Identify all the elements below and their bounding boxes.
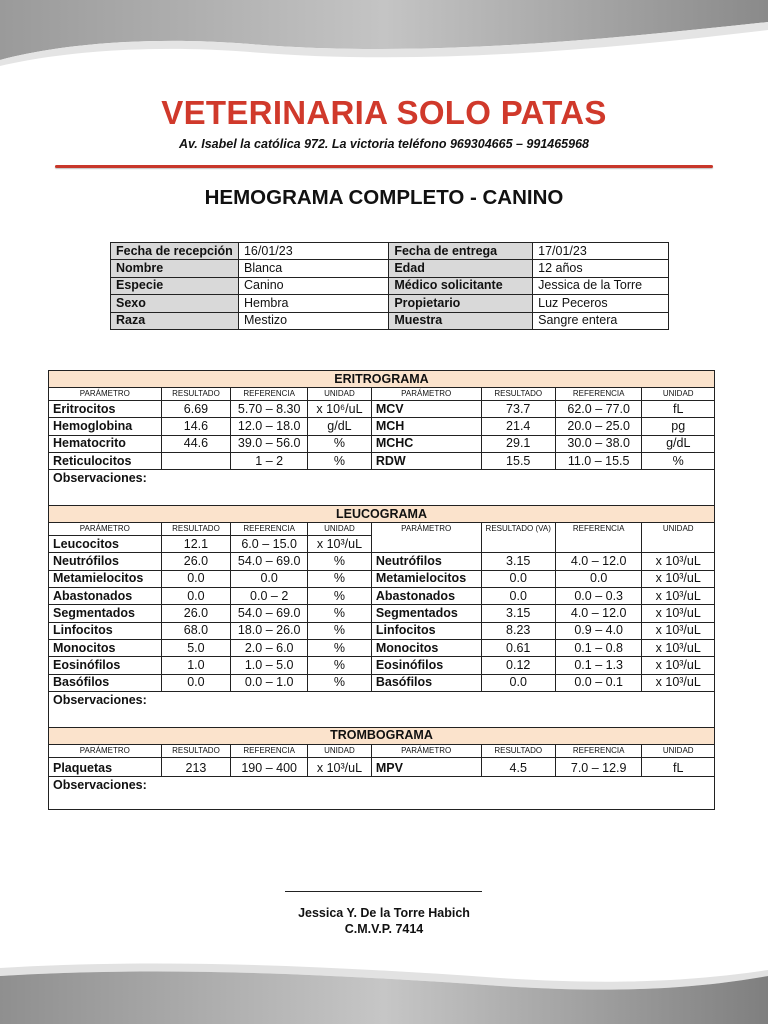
result-value: 1.0 bbox=[161, 657, 231, 674]
section-eritrograma bbox=[49, 371, 715, 388]
parameter-name: Segmentados bbox=[371, 605, 481, 622]
column-header: REFERENCIA bbox=[231, 523, 308, 536]
signer-name: Jessica Y. De la Torre Habich bbox=[298, 906, 470, 920]
result-value: 0.61 bbox=[481, 639, 555, 656]
footer-wave-decoration bbox=[0, 954, 768, 1024]
result-row bbox=[49, 401, 715, 418]
section-trombograma bbox=[49, 727, 715, 744]
info-value: Jessica de la Torre bbox=[533, 277, 669, 294]
info-row bbox=[111, 295, 669, 312]
parameter-name: Abastonados bbox=[371, 588, 481, 605]
result-value: 4.5 bbox=[481, 757, 555, 776]
unit: % bbox=[308, 553, 372, 570]
reference-range: 4.0 – 12.0 bbox=[555, 605, 642, 622]
observations-row bbox=[49, 470, 715, 506]
reference-range: 18.0 – 26.0 bbox=[231, 622, 308, 639]
section-title: TROMBOGRAMA bbox=[49, 727, 715, 744]
info-row bbox=[111, 312, 669, 329]
result-value: 3.15 bbox=[481, 553, 555, 570]
unit: g/dL bbox=[308, 418, 372, 435]
parameter-name: Eosinófilos bbox=[371, 657, 481, 674]
result-row bbox=[49, 674, 715, 691]
info-label: Sexo bbox=[111, 295, 239, 312]
unit: % bbox=[308, 639, 372, 656]
info-value: Blanca bbox=[238, 260, 388, 277]
unit: pg bbox=[642, 418, 715, 435]
unit: x 10³/uL bbox=[642, 605, 715, 622]
parameter-name: Monocitos bbox=[49, 639, 162, 656]
parameter-name: Plaquetas bbox=[49, 757, 162, 776]
result-value: 0.0 bbox=[481, 588, 555, 605]
parameter-name: Metamielocitos bbox=[49, 570, 162, 587]
parameter-name: Eritrocitos bbox=[49, 401, 162, 418]
unit: x 10³/uL bbox=[642, 588, 715, 605]
column-header: RESULTADO bbox=[161, 744, 231, 757]
info-label: Edad bbox=[389, 260, 533, 277]
column-header: UNIDAD bbox=[642, 744, 715, 757]
result-value: 3.15 bbox=[481, 605, 555, 622]
result-value: 0.12 bbox=[481, 657, 555, 674]
result-value bbox=[161, 452, 231, 469]
unit: % bbox=[308, 622, 372, 639]
info-value: Sangre entera bbox=[533, 312, 669, 329]
reference-range: 4.0 – 12.0 bbox=[555, 553, 642, 570]
parameter-name: Monocitos bbox=[371, 639, 481, 656]
result-value: 0.0 bbox=[481, 674, 555, 691]
parameter-name: Reticulocitos bbox=[49, 452, 162, 469]
result-row bbox=[49, 452, 715, 469]
patient-info-table bbox=[110, 242, 669, 330]
column-header: PARÁMETRO bbox=[371, 388, 481, 401]
result-value: 73.7 bbox=[481, 401, 555, 418]
result-value: 29.1 bbox=[481, 435, 555, 452]
unit: x 10³/uL bbox=[642, 639, 715, 656]
column-header: REFERENCIA bbox=[231, 388, 308, 401]
column-header: PARÁMETRO bbox=[49, 523, 162, 536]
result-value: 0.0 bbox=[161, 674, 231, 691]
parameter-name: Eosinófilos bbox=[49, 657, 162, 674]
parameter-name: Metamielocitos bbox=[371, 570, 481, 587]
result-row bbox=[49, 639, 715, 656]
reference-range: 30.0 – 38.0 bbox=[555, 435, 642, 452]
result-value: 26.0 bbox=[161, 553, 231, 570]
column-header: PARÁMETRO bbox=[371, 523, 481, 553]
info-label: Fecha de recepción bbox=[111, 243, 239, 260]
header-divider bbox=[55, 165, 713, 168]
document-title: HEMOGRAMA COMPLETO - CANINO bbox=[204, 186, 564, 209]
info-label: Muestra bbox=[389, 312, 533, 329]
info-value: Canino bbox=[238, 277, 388, 294]
reference-range: 1.0 – 5.0 bbox=[231, 657, 308, 674]
column-header: PARÁMETRO bbox=[49, 744, 162, 757]
result-value: 12.1 bbox=[161, 536, 231, 553]
unit: x 10³/uL bbox=[308, 536, 372, 553]
parameter-name: Basófilos bbox=[371, 674, 481, 691]
result-value: 0.0 bbox=[161, 570, 231, 587]
observations-row bbox=[49, 776, 715, 809]
parameter-name: Linfocitos bbox=[371, 622, 481, 639]
reference-range: 0.0 – 0.1 bbox=[555, 674, 642, 691]
info-row bbox=[111, 243, 669, 260]
result-row bbox=[49, 757, 715, 776]
section-title: LEUCOGRAMA bbox=[49, 506, 715, 523]
column-header: UNIDAD bbox=[642, 523, 715, 553]
reference-range: 2.0 – 6.0 bbox=[231, 639, 308, 656]
result-value: 8.23 bbox=[481, 622, 555, 639]
reference-range: 11.0 – 15.5 bbox=[555, 452, 642, 469]
parameter-name: Hemoglobina bbox=[49, 418, 162, 435]
column-header: UNIDAD bbox=[308, 523, 372, 536]
reference-range: 54.0 – 69.0 bbox=[231, 553, 308, 570]
result-value: 68.0 bbox=[161, 622, 231, 639]
reference-range: 7.0 – 12.9 bbox=[555, 757, 642, 776]
parameter-name: RDW bbox=[371, 452, 481, 469]
parameter-name: Linfocitos bbox=[49, 622, 162, 639]
section-title: ERITROGRAMA bbox=[49, 371, 715, 388]
info-label: Especie bbox=[111, 277, 239, 294]
info-label: Médico solicitante bbox=[389, 277, 533, 294]
unit: fL bbox=[642, 401, 715, 418]
parameter-name: MCH bbox=[371, 418, 481, 435]
unit: % bbox=[308, 674, 372, 691]
info-row bbox=[111, 277, 669, 294]
column-header: RESULTADO bbox=[161, 523, 231, 536]
column-header-row bbox=[49, 523, 715, 536]
reference-range: 54.0 – 69.0 bbox=[231, 605, 308, 622]
reference-range: 0.0 – 1.0 bbox=[231, 674, 308, 691]
unit: x 10³/uL bbox=[642, 553, 715, 570]
result-value: 0.0 bbox=[161, 588, 231, 605]
header-wave-decoration bbox=[0, 0, 768, 70]
observations-label: Observaciones: bbox=[49, 691, 715, 727]
reference-range: 1 – 2 bbox=[231, 452, 308, 469]
unit: % bbox=[308, 435, 372, 452]
result-row bbox=[49, 605, 715, 622]
column-header-row bbox=[49, 388, 715, 401]
reference-range: 39.0 – 56.0 bbox=[231, 435, 308, 452]
unit: % bbox=[308, 588, 372, 605]
parameter-name: Neutrófilos bbox=[371, 553, 481, 570]
reference-range: 0.0 – 0.3 bbox=[555, 588, 642, 605]
reference-range: 0.0 bbox=[231, 570, 308, 587]
result-row bbox=[49, 622, 715, 639]
parameter-name: Abastonados bbox=[49, 588, 162, 605]
unit: % bbox=[308, 452, 372, 469]
column-header: RESULTADO bbox=[481, 744, 555, 757]
unit: g/dL bbox=[642, 435, 715, 452]
column-header: UNIDAD bbox=[308, 744, 372, 757]
unit: x 10⁶/uL bbox=[308, 401, 372, 418]
info-value: Hembra bbox=[238, 295, 388, 312]
result-value: 0.0 bbox=[481, 570, 555, 587]
result-value: 15.5 bbox=[481, 452, 555, 469]
unit: x 10³/uL bbox=[642, 622, 715, 639]
signature-line bbox=[285, 891, 482, 892]
result-value: 26.0 bbox=[161, 605, 231, 622]
reference-range: 20.0 – 25.0 bbox=[555, 418, 642, 435]
reference-range: 190 – 400 bbox=[231, 757, 308, 776]
unit: x 10³/uL bbox=[308, 757, 372, 776]
result-value: 5.0 bbox=[161, 639, 231, 656]
unit: x 10³/uL bbox=[642, 657, 715, 674]
reference-range: 5.70 – 8.30 bbox=[231, 401, 308, 418]
parameter-name: Hematocrito bbox=[49, 435, 162, 452]
result-value: 21.4 bbox=[481, 418, 555, 435]
info-value: 17/01/23 bbox=[533, 243, 669, 260]
unit: x 10³/uL bbox=[642, 674, 715, 691]
info-label: Propietario bbox=[389, 295, 533, 312]
reference-range: 0.0 bbox=[555, 570, 642, 587]
info-label: Raza bbox=[111, 312, 239, 329]
parameter-name: MPV bbox=[371, 757, 481, 776]
parameter-name: MCV bbox=[371, 401, 481, 418]
unit: fL bbox=[642, 757, 715, 776]
unit: % bbox=[308, 570, 372, 587]
result-row bbox=[49, 553, 715, 570]
parameter-name: Segmentados bbox=[49, 605, 162, 622]
info-label: Fecha de entrega bbox=[389, 243, 533, 260]
parameter-name: Neutrófilos bbox=[49, 553, 162, 570]
result-value: 14.6 bbox=[161, 418, 231, 435]
clinic-address: Av. Isabel la católica 972. La victoria teléfono 969304665 – 991465968 bbox=[179, 137, 589, 151]
column-header: REFERENCIA bbox=[231, 744, 308, 757]
column-header: REFERENCIA bbox=[555, 523, 642, 553]
result-value: 44.6 bbox=[161, 435, 231, 452]
column-header: RESULTADO bbox=[161, 388, 231, 401]
reference-range: 6.0 – 15.0 bbox=[231, 536, 308, 553]
observations-row bbox=[49, 691, 715, 727]
unit: % bbox=[642, 452, 715, 469]
parameter-name: Leucocitos bbox=[49, 536, 162, 553]
result-row bbox=[49, 435, 715, 452]
unit: % bbox=[308, 605, 372, 622]
observations-label: Observaciones: bbox=[49, 470, 715, 506]
info-label: Nombre bbox=[111, 260, 239, 277]
column-header-row bbox=[49, 744, 715, 757]
result-row bbox=[49, 570, 715, 587]
clinic-name: VETERINARIA SOLO PATAS bbox=[161, 94, 607, 131]
unit: x 10³/uL bbox=[642, 570, 715, 587]
reference-range: 62.0 – 77.0 bbox=[555, 401, 642, 418]
section-leucograma bbox=[49, 506, 715, 523]
parameter-name: Basófilos bbox=[49, 674, 162, 691]
column-header: RESULTADO bbox=[481, 388, 555, 401]
observations-label: Observaciones: bbox=[49, 776, 715, 809]
info-value: 16/01/23 bbox=[238, 243, 388, 260]
column-header: RESULTADO (VA) bbox=[481, 523, 555, 553]
column-header: UNIDAD bbox=[642, 388, 715, 401]
result-row bbox=[49, 418, 715, 435]
result-row bbox=[49, 657, 715, 674]
reference-range: 12.0 – 18.0 bbox=[231, 418, 308, 435]
reference-range: 0.1 – 0.8 bbox=[555, 639, 642, 656]
info-value: Luz Peceros bbox=[533, 295, 669, 312]
reference-range: 0.9 – 4.0 bbox=[555, 622, 642, 639]
lab-results-table bbox=[48, 370, 715, 810]
column-header: PARÁMETRO bbox=[371, 744, 481, 757]
column-header: UNIDAD bbox=[308, 388, 372, 401]
column-header: PARÁMETRO bbox=[49, 388, 162, 401]
reference-range: 0.0 – 2 bbox=[231, 588, 308, 605]
reference-range: 0.1 – 1.3 bbox=[555, 657, 642, 674]
column-header: REFERENCIA bbox=[555, 744, 642, 757]
result-value: 6.69 bbox=[161, 401, 231, 418]
result-value: 213 bbox=[161, 757, 231, 776]
parameter-name: MCHC bbox=[371, 435, 481, 452]
info-value: Mestizo bbox=[238, 312, 388, 329]
info-value: 12 años bbox=[533, 260, 669, 277]
column-header: REFERENCIA bbox=[555, 388, 642, 401]
unit: % bbox=[308, 657, 372, 674]
info-row bbox=[111, 260, 669, 277]
result-row bbox=[49, 588, 715, 605]
signer-license: C.M.V.P. 7414 bbox=[344, 922, 424, 936]
